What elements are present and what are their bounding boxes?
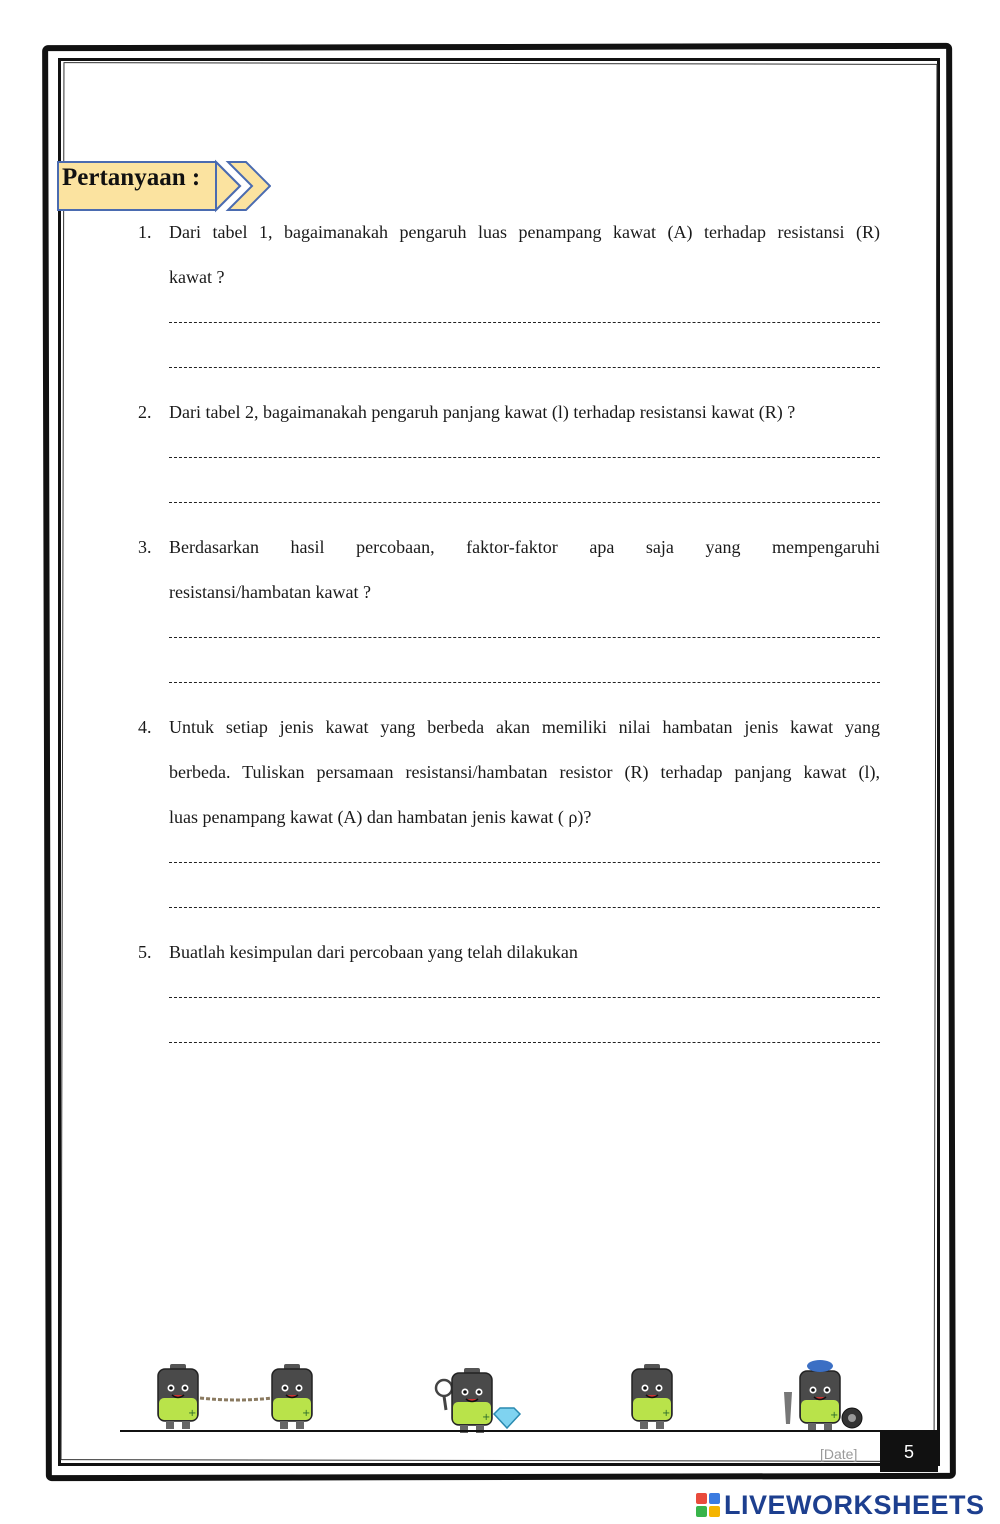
question-5 — [138, 930, 880, 975]
answer-line[interactable] — [169, 660, 880, 705]
battery-mascot-icon — [452, 1368, 492, 1433]
question-text-line: Buatlah kesimpulan dari percobaan yang telah dilakukan — [169, 942, 578, 962]
question-text-line: Dari tabel 2, bagaimanakah pengaruh panjang kawat (l) terhadap resistansi kawat (R) ? — [169, 402, 796, 422]
answer-line[interactable] — [169, 480, 880, 525]
battery-mascot-icon — [272, 1364, 312, 1429]
answer-line[interactable] — [169, 615, 880, 660]
page-number: 5 — [880, 1432, 938, 1472]
question-text-line: luas penampang kawat (A) dan hambatan jenis kawat ( ρ)? — [169, 807, 592, 827]
question-text-line: Untuk setiap jenis kawat yang berbeda akan memiliki nilai hambatan jenis kawat yang — [169, 717, 880, 737]
answer-line[interactable] — [169, 435, 880, 480]
question-text-line: resistansi/hambatan kawat ? — [169, 582, 371, 602]
question-text-line: kawat ? — [169, 267, 225, 287]
answer-line[interactable] — [169, 1020, 880, 1065]
diamond-icon — [494, 1408, 520, 1428]
question-text-line: berbeda. Tuliskan persamaan resistansi/hambatan resistor (R) terhadap panjang kawat (l), — [169, 762, 880, 782]
battery-mascots-illustration: + — [120, 1358, 880, 1434]
question-number: 2. — [138, 402, 152, 422]
question-4 — [138, 705, 880, 750]
question-text-line: Berdasarkan hasil percobaan, faktor-faktor apa saja yang mempengaruhi — [169, 537, 880, 557]
answer-line[interactable] — [169, 840, 880, 885]
question-4-continued — [138, 795, 880, 840]
question-1-continued — [138, 255, 880, 300]
magnifier-icon — [436, 1380, 452, 1396]
question-number: 3. — [138, 537, 152, 557]
question-1 — [138, 210, 880, 255]
liveworksheets-logo-icon — [696, 1493, 720, 1517]
answer-line[interactable] — [169, 345, 880, 390]
question-4-continued — [138, 750, 880, 795]
question-number: 4. — [138, 717, 152, 737]
question-3-continued — [138, 570, 880, 615]
battery-mascot-icon — [632, 1364, 672, 1429]
battery-mascot-icon — [158, 1364, 198, 1429]
answer-line[interactable] — [169, 300, 880, 345]
answer-line[interactable] — [169, 885, 880, 930]
question-3 — [138, 525, 880, 570]
section-title: Pertanyaan : — [62, 164, 201, 191]
footer-rule — [120, 1430, 938, 1432]
rope-icon — [200, 1398, 272, 1400]
liveworksheets-logo[interactable] — [696, 1490, 985, 1520]
answer-line[interactable] — [169, 975, 880, 1020]
footer-date: [Date] — [820, 1446, 858, 1462]
liveworksheets-logo-text: LIVEWORKSHEETS — [724, 1489, 985, 1520]
battery-mascot-icon — [800, 1366, 840, 1431]
wrench-icon — [784, 1392, 792, 1424]
question-number: 1. — [138, 222, 152, 242]
question-2 — [138, 390, 880, 435]
question-number: 5. — [138, 942, 152, 962]
question-list — [138, 210, 880, 1065]
question-text-line: Dari tabel 1, bagaimanakah pengaruh luas penampang kawat (A) terhadap resistansi (R) — [169, 222, 880, 242]
